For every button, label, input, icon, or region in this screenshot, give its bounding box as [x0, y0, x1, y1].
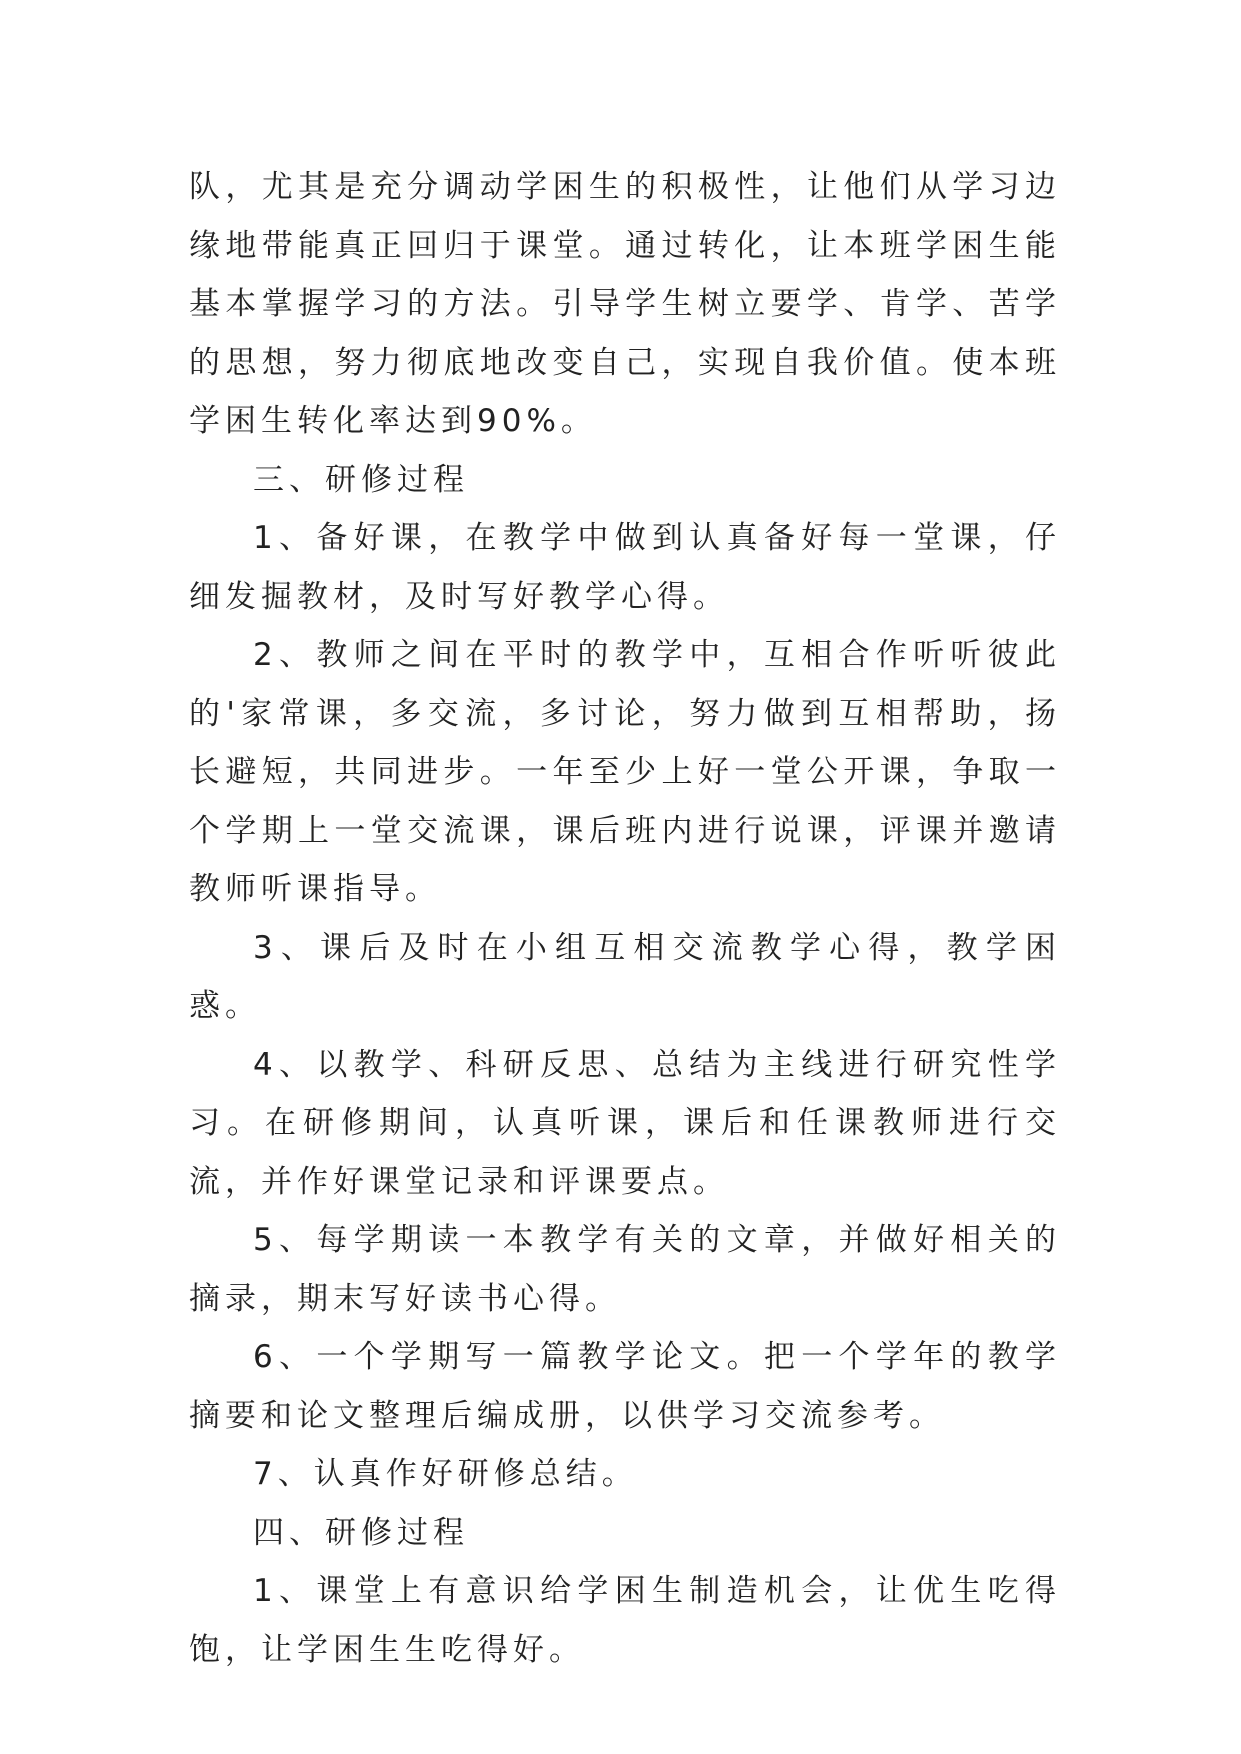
list-item-4: 4、以教学、科研反思、总结为主线进行研究性学习。在研修期间，认真听课，课后和任课教师进行交流，并作好课堂记录和评课要点。 [189, 1046, 1061, 1200]
section-heading-3: 三、研修过程 [253, 461, 469, 498]
paragraph-continuation: 队，尤其是充分调动学困生的积极性，让他们从学习边缘地带能真正回归于课堂。通过转化，让本班学困生能基本掌握学习的方法。引导学生树立要学、肯学、苦学的思想，努力彻底地改变自己，实现自我价值。使本班学困生转化率达到90%。 [189, 169, 1061, 439]
list-item-1-section-4: 1、课堂上有意识给学困生制造机会，让优生吃得饱，让学困生生吃得好。 [189, 1573, 1061, 1668]
list-item-1: 1、备好课，在教学中做到认真备好每一堂课，仔细发掘教材，及时写好教学心得。 [189, 520, 1061, 615]
list-item-5: 5、每学期读一本教学有关的文章，并做好相关的摘录，期末写好读书心得。 [189, 1222, 1061, 1317]
list-item-6: 6、一个学期写一篇教学论文。把一个学年的教学摘要和论文整理后编成册，以供学习交流参考。 [189, 1339, 1061, 1434]
list-item-7: 7、认真作好研修总结。 [253, 1456, 638, 1492]
document-body [189, 158, 1061, 1679]
list-item-2: 2、教师之间在平时的教学中，互相合作听听彼此的'家常课，多交流，多讨论，努力做到互相帮助，扬长避短，共同进步。一年至少上好一堂公开课，争取一个学期上一堂交流课，课后班内进行说课，评课并邀请教师听课指导。 [189, 637, 1061, 907]
list-item-3: 3、课后及时在小组互相交流教学心得，教学困惑。 [189, 929, 1061, 1024]
section-heading-4: 四、研修过程 [253, 1514, 469, 1551]
